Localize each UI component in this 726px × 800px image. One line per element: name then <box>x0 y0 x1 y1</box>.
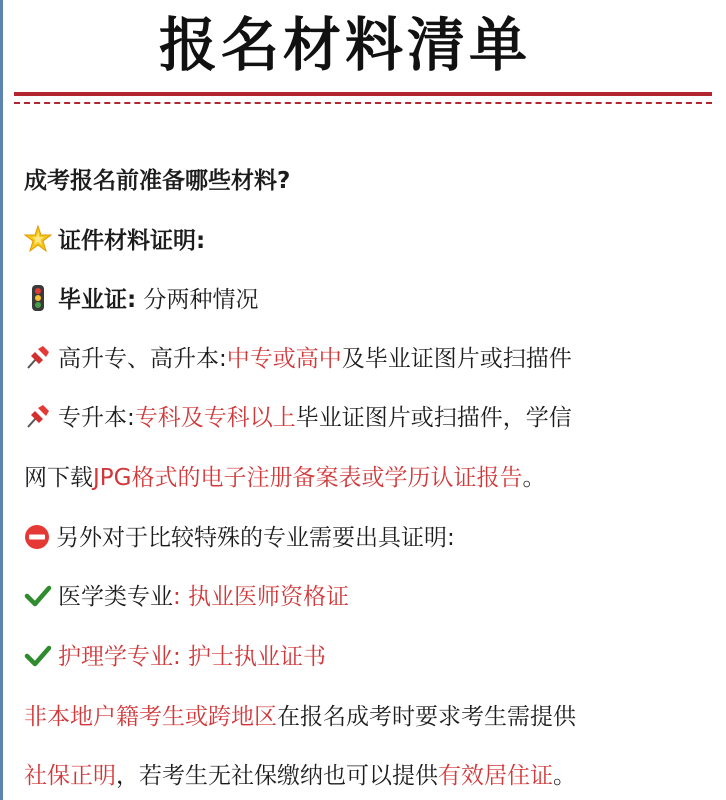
left-edge-rule <box>0 0 3 800</box>
nursing-line: 护理学专业: 护士执业证书 <box>24 640 714 679</box>
medical-line: 医学类专业: 执业医师资格证 <box>24 580 714 619</box>
case1-line: 高升专、高升本:中专或高中及毕业证图片或扫描件 <box>24 342 714 381</box>
pushpin-icon <box>24 343 52 381</box>
question-heading: 成考报名前准备哪些材料? <box>24 168 291 194</box>
no-entry-icon <box>24 524 50 560</box>
grad-cert-line <box>24 283 714 322</box>
docs-section-heading: 证件材料证明: <box>24 224 714 263</box>
pushpin-icon <box>24 402 52 440</box>
nonlocal-line: 非本地户籍考生或跨地区在报名成考时要求考生需提供 <box>24 704 576 730</box>
checkmark-icon <box>24 643 52 679</box>
checkmark-icon <box>24 583 52 619</box>
special-majors-line: 另外对于比较特殊的专业需要出具证明: <box>24 521 714 560</box>
title-divider-dashed <box>14 102 712 104</box>
sparkle-star-icon <box>24 225 52 263</box>
case2-line: 专升本:专科及专科以上毕业证图片或扫描件，学信 <box>24 401 714 440</box>
nonlocal-line-continued: 社保正明，若考生无社保缴纳也可以提供有效居住证。 <box>24 763 576 789</box>
traffic-light-icon <box>24 284 52 322</box>
grad-cert-label: 毕业证: <box>58 287 137 313</box>
grad-cert-desc: 分两种情况 <box>143 287 259 313</box>
case2-line-continued: 网下载JPG格式的电子注册备案表或学历认证报告。 <box>24 465 546 491</box>
page-title: 报名材料清单 <box>158 11 531 79</box>
title-divider <box>14 92 712 96</box>
